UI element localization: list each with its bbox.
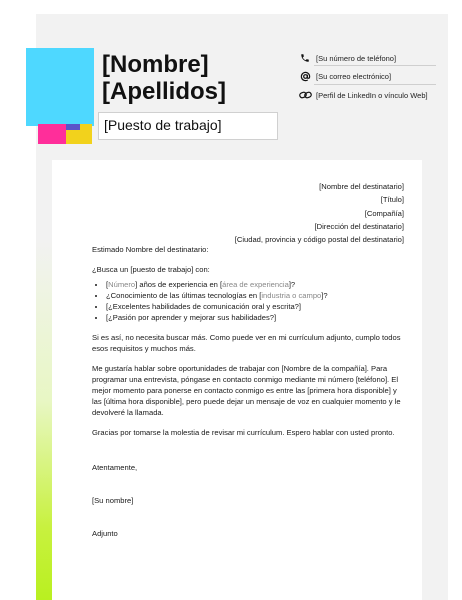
contact-linkedin	[298, 88, 428, 102]
last-name: [Apellidos]	[102, 78, 226, 105]
link-icon	[298, 88, 312, 102]
enclosure: Adjunto	[92, 529, 118, 538]
contact-divider	[314, 84, 436, 85]
recipient-address: [Dirección del destinatario]	[314, 221, 404, 231]
greeting: Estimado Nombre del destinatario:	[92, 245, 209, 254]
linkedin-text: [Perfil de LinkedIn o vínculo Web]	[316, 90, 428, 100]
phone-text: [Su número de teléfono]	[316, 53, 397, 63]
qualifications-list	[92, 279, 402, 323]
closing: Atentamente,	[92, 463, 138, 472]
cyan-accent-block	[26, 48, 94, 126]
recipient-name: [Nombre del destinatario]	[319, 182, 404, 191]
paragraph-3: Gracias por tomarse la molestia de revisar mi currículum. Espero hablar con usted pronto.	[92, 428, 395, 437]
email-icon	[298, 69, 312, 83]
applicant-name	[102, 51, 226, 105]
list-item: • ¿Conocimiento de las últimas tecnologías en [industria o campo]?	[106, 290, 402, 301]
phone-icon	[298, 51, 312, 65]
recipient-title: [Título]	[380, 195, 404, 205]
letter-card	[52, 160, 422, 600]
recipient-company: [Compañía]	[364, 208, 404, 218]
paragraph-1: Si es así, no necesita buscar más. Como puede ver en mi currículum adjunto, cumplo todos esos requisitos y muchos más.	[92, 333, 401, 353]
recipient-block	[235, 180, 404, 246]
intro-line: ¿Busca un [puesto de trabajo] con:	[92, 265, 210, 274]
email-text: [Su correo electrónico]	[316, 71, 392, 81]
gradient-accent-bar	[36, 238, 52, 600]
list-item: • [¿Excelentes habilidades de comunicación oral y escrita?]	[106, 301, 402, 312]
blue-accent-block	[66, 124, 80, 130]
contact-phone	[298, 51, 396, 65]
contact-email	[298, 69, 391, 83]
letter-body	[92, 244, 402, 539]
signature: [Su nombre]	[92, 496, 134, 505]
job-title: [Puesto de trabajo]	[104, 117, 222, 133]
recipient-city: [Ciudad, provincia y código postal del destinatario]	[234, 235, 404, 245]
list-item: • [Número] años de experiencia en [área de experiencia]?	[106, 279, 402, 290]
contact-divider	[314, 65, 436, 66]
pink-accent-block	[38, 124, 66, 144]
first-name: [Nombre]	[102, 51, 209, 78]
paragraph-2: Me gustaría hablar sobre oportunidades de trabajar con [Nombre de la compañía]. Para programar una entrevista, póngase en contacto conmigo mediante mi número [teléfono]. El mejor momento para ponerse en contacto conmigo es entre las [primera hora disponible] y las [última hora disponible], pero puede dejar un mensaje de voz en cualquier momento y le devolveré la llamada.	[92, 364, 401, 417]
list-item: • [¿Pasión por aprender y mejorar sus habilidades?]	[106, 312, 402, 323]
